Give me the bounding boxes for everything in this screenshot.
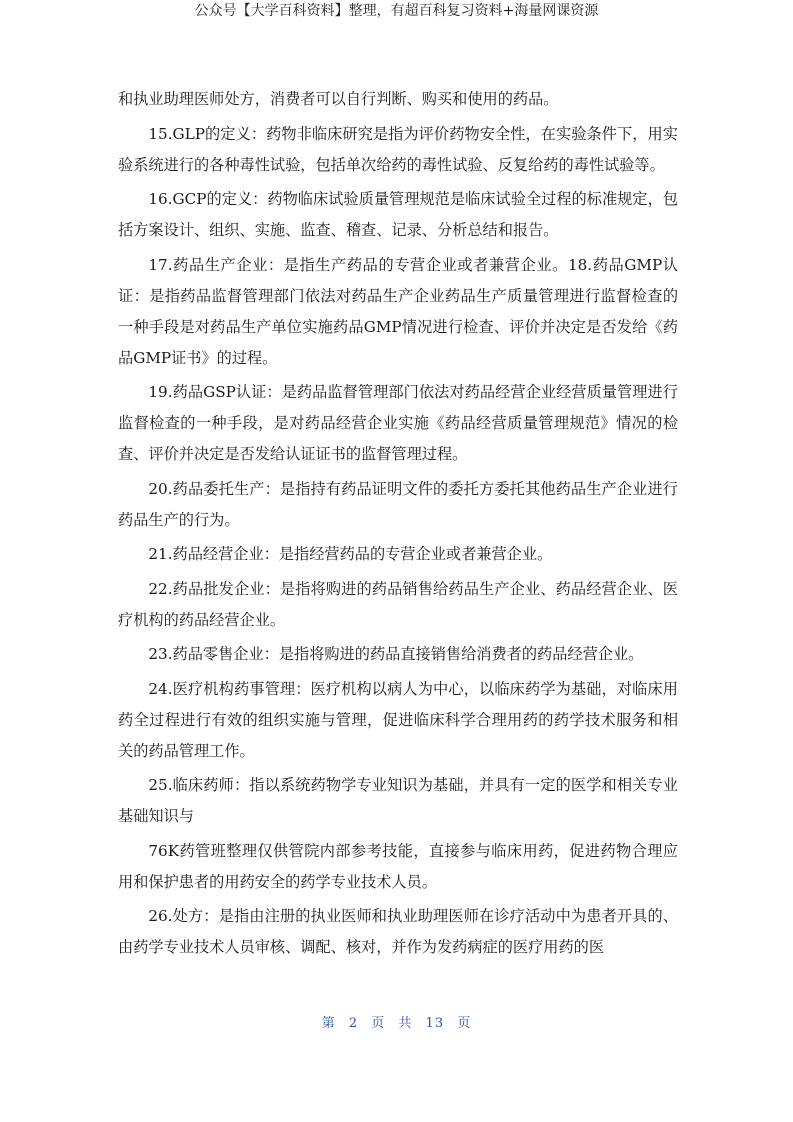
document-body [118,84,678,967]
paragraph-contract-manufacturing: 20.药品委托生产：是指持有药品证明文件的委托方委托其他药品生产企业进行药品生产的行为。 [118,479,678,529]
paragraph-clinical-pharmacist: 25.临床药师：指以系统药物学专业知识为基础，并具有一定的医学和相关专业基础知识与 [118,776,678,825]
paragraph-drug-distributor: 21.药品经营企业：是指经营药品的专营企业或者兼营企业。 [148,545,553,563]
paragraph-clinical-pharmacist-continued: 76K药管班整理仅供管院内部参考技能，直接参与临床用药，促进药物合理应用和保护患者的用药安全的药学专业技术人员。 [118,841,678,891]
page-number-footer: 第 2 页 共 13 页 [321,1016,472,1031]
paragraph-drug-wholesaler: 22.药品批发企业：是指将购进的药品销售给药品生产企业、药品经营企业、医疗机构的药品经营企业。 [118,579,678,629]
paragraph-hospital-pharmacy-management: 24.医疗机构药事管理：医疗机构以病人为中心，以临床药学为基础，对临床用药全过程进行有效的组织实施与管理，促进临床科学合理用药的药学技术服务和相关的药品管理工作。 [118,679,678,760]
paragraph-glp-definition: 15.GLP的定义：药物非临床研究是指为评价药物安全性，在实验条件下，用实验系统进行的各种毒性试验，包括单次给药的毒性试验、反复给药的毒性试验等。 [118,124,678,174]
page-header: 公众号【大学百科资料】整理，有超百科复习资料+海量网课资源 [194,3,599,19]
paragraph-drug-manufacturer-gmp: 17.药品生产企业：是指生产药品的专营企业或者兼营企业。18.药品GMP认证：是指药品监督管理部门依法对药品生产企业药品生产质量管理进行监督检查的一种手段是对药品生产单位实施药品GMP情况进行检查、评价并决定是否发给《药品GMP证书》的过程。 [118,255,678,367]
paragraph-drug-retailer: 23.药品零售企业：是指将购进的药品直接销售给消费者的药品经营企业。 [148,645,644,663]
paragraph-continuation: 和执业助理医师处方，消费者可以自行判断、购买和使用的药品。 [118,90,559,108]
paragraph-prescription: 26.处方：是指由注册的执业医师和执业助理医师在诊疗活动中为患者开具的、由药学专业技术人员审核、调配、核对，并作为发药病症的医疗用药的医 [118,907,678,956]
paragraph-gcp-definition: 16.GCP的定义：药物临床试验质量管理规范是临床试验全过程的标准规定，包括方案设计、组织、实施、监查、稽查、记录、分析总结和报告。 [118,190,678,239]
paragraph-gsp-certification: 19.药品GSP认证：是药品监督管理部门依法对药品经营企业经营质量管理进行监督检查的一种手段，是对药品经营企业实施《药品经营质量管理规范》情况的检查、评价并决定是否发给认证证书的监督管理过程。 [118,383,678,463]
